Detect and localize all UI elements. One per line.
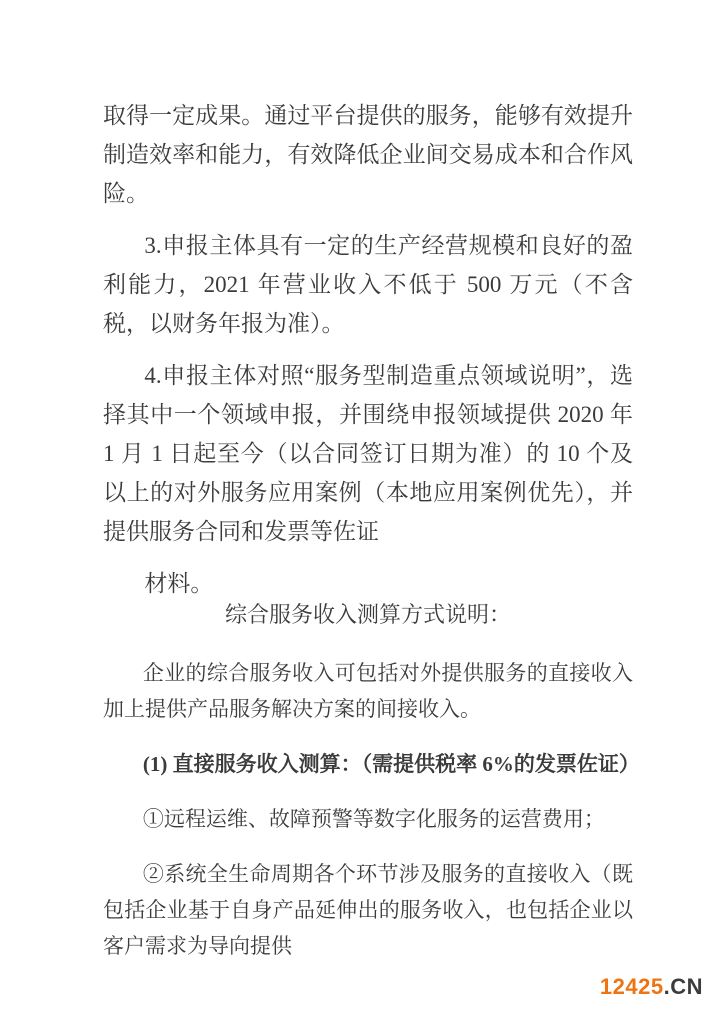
paragraph-continuation: 取得一定成果。通过平台提供的服务，能够有效提升制造效率和能力，有效降低企业间交易成本和合作风险。 [103,103,633,206]
paragraph-direct-income-heading: (1) 直接服务收入测算：（需提供税率 6%的发票佐证） [142,752,640,776]
watermark-suffix: .CN [663,974,703,999]
section-title: 综合服务收入测算方式说明： [224,602,511,627]
top-text-section [103,96,633,616]
watermark-number: 12425 [599,974,664,999]
watermark [600,974,703,1000]
bottom-text-section [103,655,640,983]
paragraph-item-circle-2: ②系统全生命周期各个环节涉及服务的直接收入（既包括企业基于自身产品延伸出的服务收入，也包括企业以客户需求为导向提供 [103,862,633,958]
paragraph-item-4-tail: 材料。 [144,571,214,596]
paragraph-item-3: 3.申报主体具有一定的生产经营规模和良好的盈利能力，2021 年营业收入不低于 500 万元（不含税，以财务年报为准）。 [103,233,633,336]
paragraph-income-intro: 企业的综合服务收入可包括对外提供服务的直接收入加上提供产品服务解决方案的间接收入。 [103,661,633,721]
paragraph-item-4: 4.申报主体对照“服务型制造重点领域说明”，选择其中一个领域申报，并围绕申报领域提供 2020 年 1 月 1 日起至今（以合同签订日期为准）的 10 个及以上的对外服务应用案例（本地应用案例优先），并提供服务合同和发票等佐证 [103,363,633,544]
paragraph-item-circle-1: ①远程运维、故障预警等数字化服务的运营费用； [142,807,605,831]
